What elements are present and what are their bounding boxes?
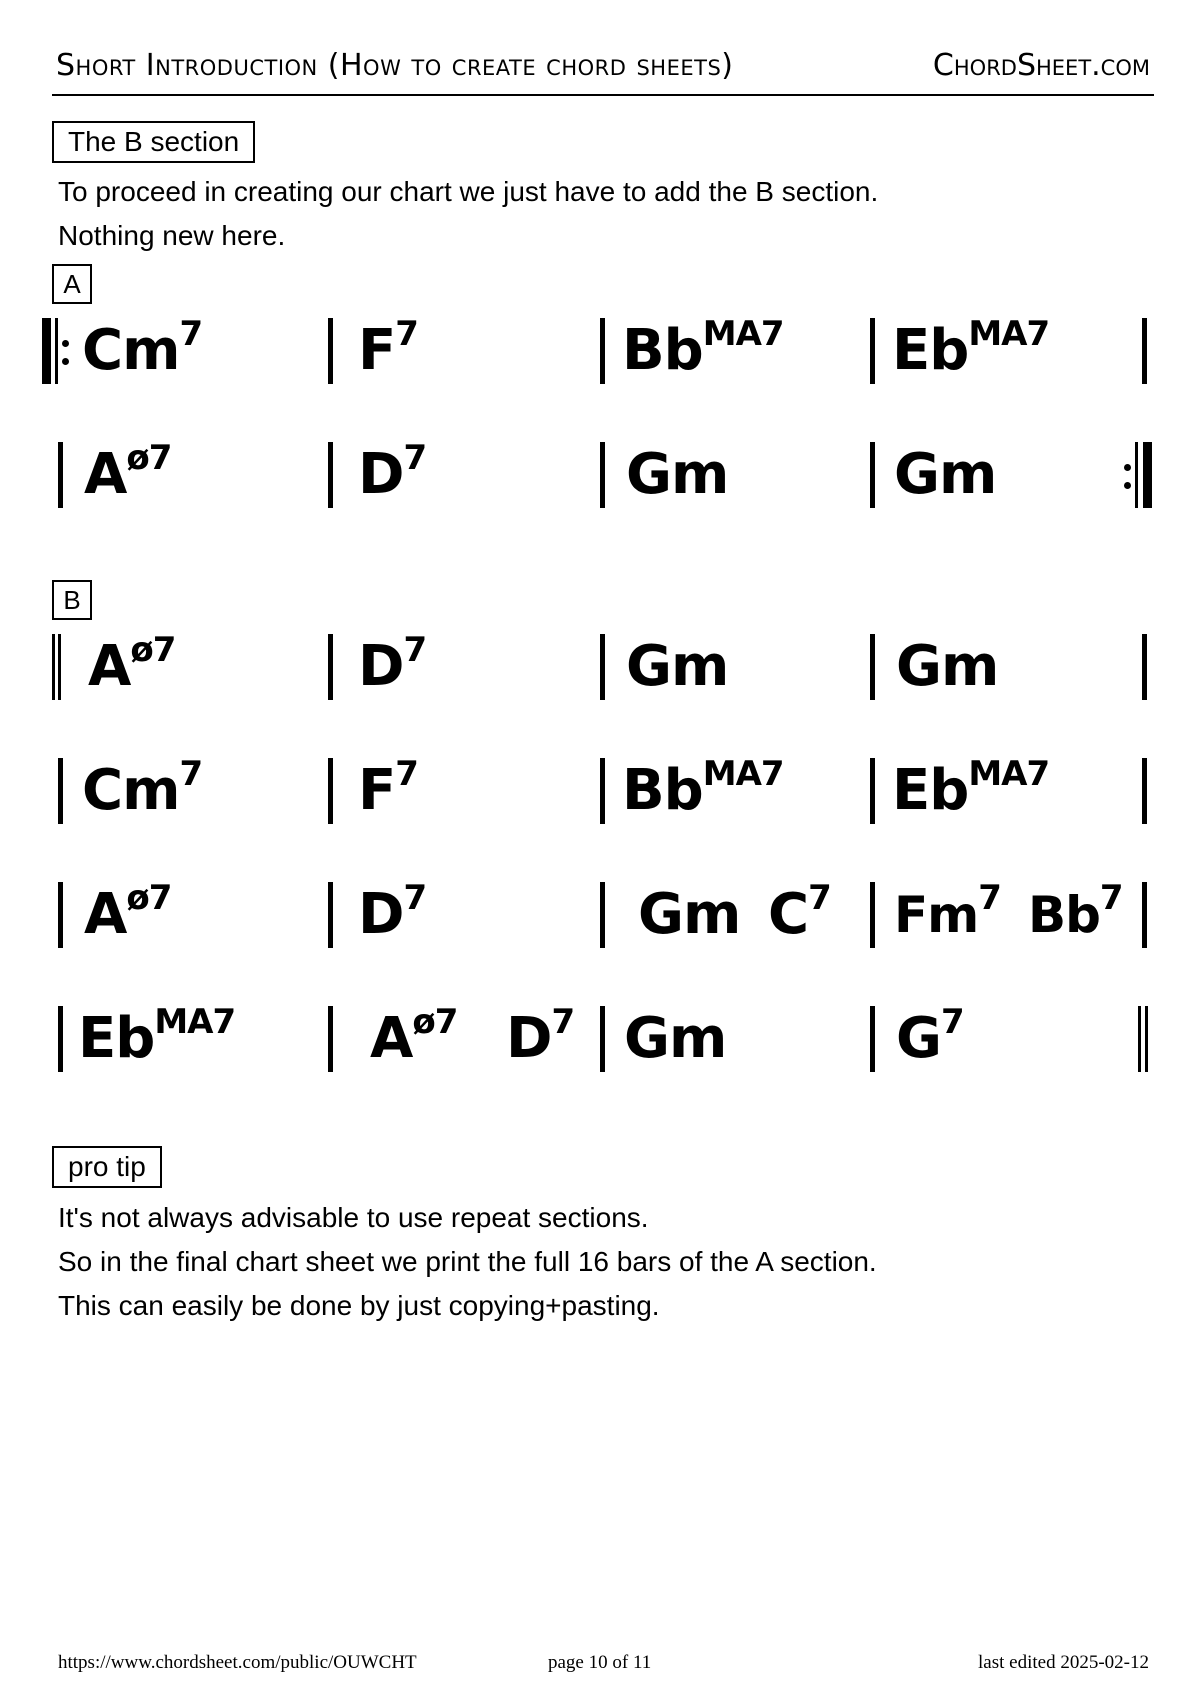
barline bbox=[58, 758, 63, 824]
barline bbox=[870, 758, 875, 824]
barline bbox=[870, 634, 875, 700]
barline bbox=[600, 442, 605, 508]
section-mark-b: B bbox=[52, 580, 92, 620]
barline bbox=[870, 1006, 875, 1072]
chord-row-b2 bbox=[40, 752, 1164, 830]
chord: Gm bbox=[894, 442, 997, 507]
page-title: Short Introduction (How to create chord sheets) bbox=[56, 48, 734, 83]
chord-row-b3 bbox=[40, 876, 1164, 954]
chord: Cm$^7$ bbox=[82, 754, 203, 823]
barline bbox=[58, 1006, 63, 1072]
pro-tip-label: pro tip bbox=[52, 1146, 162, 1188]
pro-tip-line-2: So in the final chart sheet we print the full 16 bars of the A section. bbox=[58, 1246, 877, 1277]
chord: $Eb^{MA7}$ bbox=[892, 754, 1050, 823]
chord: $D^7$ bbox=[506, 1002, 575, 1071]
repeat-end-barline bbox=[1143, 442, 1152, 508]
chord: $Bb^{MA7}$ bbox=[622, 314, 784, 383]
chord: $F^7$ bbox=[358, 314, 418, 383]
pro-tip-line-3: This can easily be done by just copying+pasting. bbox=[58, 1290, 660, 1321]
barline bbox=[58, 442, 63, 508]
final-barline-thin bbox=[1145, 1006, 1148, 1072]
repeat-end-thin bbox=[1135, 442, 1138, 508]
barline bbox=[1142, 634, 1147, 700]
barline bbox=[600, 634, 605, 700]
chord: Cm$^7$ bbox=[82, 314, 203, 383]
repeat-dot bbox=[1124, 482, 1131, 489]
chord: $Eb^{MA7}$ bbox=[892, 314, 1050, 383]
pro-tip-line-1: It's not always advisable to use repeat sections. bbox=[58, 1202, 649, 1233]
barline bbox=[58, 882, 63, 948]
chord: Gm bbox=[638, 882, 741, 947]
barline bbox=[600, 758, 605, 824]
intro-line-2: Nothing new here. bbox=[58, 220, 286, 251]
chord: Fm$^7$ bbox=[894, 878, 1001, 944]
page-header bbox=[52, 44, 1154, 96]
barline bbox=[600, 1006, 605, 1072]
barline bbox=[870, 318, 875, 384]
intro-line-1: To proceed in creating our chart we just have to add the B section. bbox=[58, 176, 879, 207]
barline bbox=[870, 442, 875, 508]
chord: $A^{ø7}$ bbox=[84, 438, 172, 507]
chord: $G^7$ bbox=[896, 1002, 964, 1071]
repeat-dot bbox=[62, 340, 69, 347]
chord-row-b4 bbox=[40, 1000, 1164, 1078]
chord: Gm bbox=[896, 634, 999, 699]
section-label-b-intro: The B section bbox=[52, 121, 255, 163]
chord: $F^7$ bbox=[358, 754, 418, 823]
chord: Bb$^7$ bbox=[1028, 878, 1123, 944]
footer-url[interactable]: https://www.chordsheet.com/public/OUWCHT bbox=[58, 1652, 417, 1673]
chord: Gm bbox=[626, 442, 729, 507]
barline bbox=[328, 442, 333, 508]
barline bbox=[328, 882, 333, 948]
repeat-start-thin bbox=[55, 318, 58, 384]
double-barline-thin bbox=[52, 634, 55, 700]
barline bbox=[600, 318, 605, 384]
chord: $C^7$ bbox=[768, 878, 831, 947]
chord: $Bb^{MA7}$ bbox=[622, 754, 784, 823]
barline bbox=[328, 318, 333, 384]
chord: $A^{ø7}$ bbox=[88, 630, 176, 699]
chord-row-a2 bbox=[40, 436, 1164, 514]
chord-row-a1 bbox=[40, 312, 1164, 390]
chord: $A^{ø7}$ bbox=[84, 878, 172, 947]
barline bbox=[1142, 882, 1147, 948]
double-barline-thin bbox=[58, 634, 61, 700]
chord: $D^7$ bbox=[358, 630, 427, 699]
chord: $Eb^{MA7}$ bbox=[78, 1002, 236, 1071]
brand-name: ChordSheet.com bbox=[932, 48, 1150, 83]
barline bbox=[600, 882, 605, 948]
repeat-start-barline bbox=[42, 318, 51, 384]
chord: $D^7$ bbox=[358, 438, 427, 507]
final-barline-thin bbox=[1138, 1006, 1141, 1072]
chord: $A^{ø7}$ bbox=[370, 1002, 458, 1071]
section-mark-a: A bbox=[52, 264, 92, 304]
barline bbox=[870, 882, 875, 948]
chord: $D^7$ bbox=[358, 878, 427, 947]
barline bbox=[328, 1006, 333, 1072]
footer-page-number: page 10 of 11 bbox=[548, 1652, 652, 1673]
barline bbox=[1142, 318, 1147, 384]
repeat-dot bbox=[62, 358, 69, 365]
barline bbox=[328, 634, 333, 700]
repeat-dot bbox=[1124, 464, 1131, 471]
chord-row-b1 bbox=[40, 628, 1164, 706]
barline bbox=[328, 758, 333, 824]
footer-last-edited: last edited 2025-02-12 bbox=[978, 1652, 1149, 1673]
barline bbox=[1142, 758, 1147, 824]
chord: Gm bbox=[624, 1006, 727, 1071]
chord: Gm bbox=[626, 634, 729, 699]
